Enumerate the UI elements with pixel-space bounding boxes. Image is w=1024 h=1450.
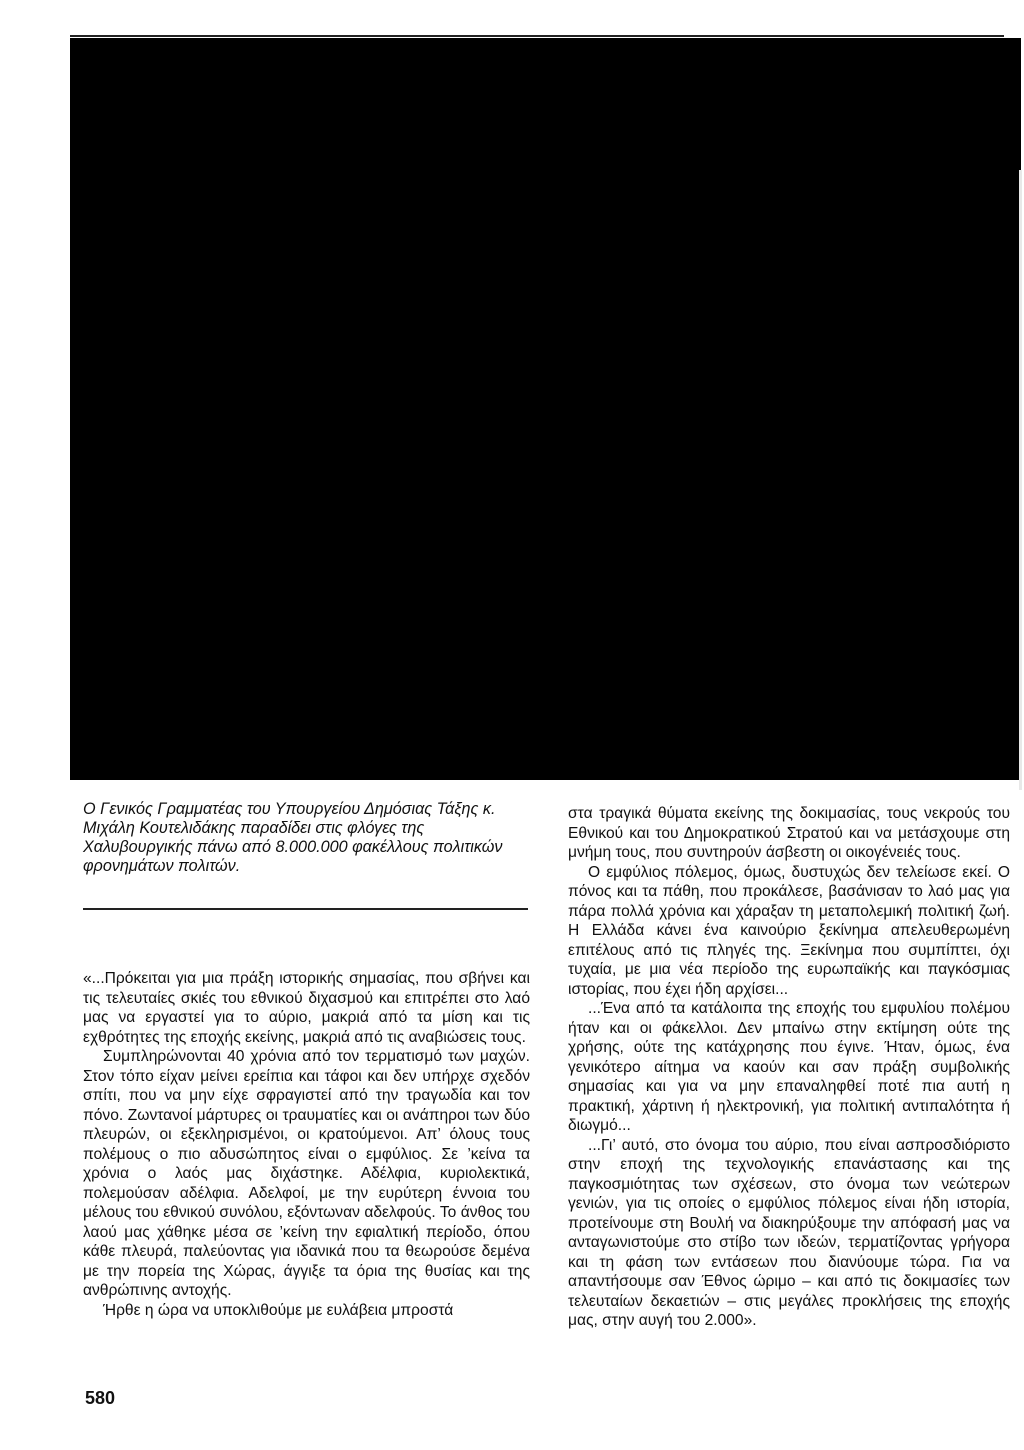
right-column (568, 804, 1010, 1331)
right-paragraph-2: Ο εμφύλιος πόλεμος, όμως, δυστυχώς δεν τελείωσε εκεί. Ο πόνος και τα πάθη, που προκάλεσε, βασάνισαν το λαό μας για πάρα πολλά χρόνια και χάραξαν τη μεταπολεμική πολιτική ζωή. Η Ελλάδα κάνει ένα καινούριο ξεκίνημα απελευθερωμένη επιτέλους από τις πληγές της. Ξεκίνημα που συμπίπτει, όχι τυχαία, με μια νέα περίοδο της ευρωπαϊκής και παγκόσμιας ιστορίας, που έχει ήδη αρχίσει... (568, 863, 1010, 998)
left-paragraph-2: Συμπληρώνονται 40 χρόνια από τον τερματισμό των μαχών. Στον τόπο είχαν μείνει ερείπια και τάφοι και δεν υπήρχε σχεδόν σπίτι, που να μην είχε σφραγιστεί από την τραγωδία και τον πόνο. Ζωντανοί μάρτυρες οι τραυματίες και οι ανάπηροι των δύο πλευρών, οι εξεκληρισμένοι, οι κρατούμενοι. Απ’ όλους τους πολέμους ο πιο αδυσώπητος είναι ο εμφύλιος. Σε ’κείνα τα χρόνια ο λαός μας διχάστηκε. Αδέλφια, κυριολεκτικά, πολεμούσαν αδέλφια. Αδελφοί, με την ευρύτερη έννοια του μέλους του εθνικού συνόλου, εξόντωναν αδελφούς. Το άνθος του λαού μας χάθηκε μέσα σε ’κείνη την εφιαλτική περίοδο, όπου κάθε πλευρά, παλεύοντας για ιδανικά που τα θεωρούσε δεμένα με την πορεία της Χώρας, άγγιξε τα όρια της θυσίας και της ανθρώπινης αντοχής. (83, 1048, 530, 1299)
left-column (83, 969, 530, 1320)
photo-black-area (70, 38, 1021, 780)
photo-edge (1019, 170, 1022, 790)
right-paragraph-4: ...Γι’ αυτό, στο όνομα του αύριο, που είναι ασπροσδιόριστο στην εποχή της τεχνολογικής επανάστασης και της παγκοσμιότητας των σχέσεων, στο όνομα των νεώτερων γενιών, για τις οποίες ο εμφύλιος πόλεμος είναι ήδη ιστορία, προτείνουμε στη Βουλή να διακηρύξουμε την απόφασή μας να ανταγωνιστούμε στο στίβο των ιδεών, τερματίζοντας γρήγορα και τη φάση των εντάσεων που διανύουμε τώρα. Για να απαντήσουμε σαν Έθνος ώριμο – και από τις δοκιμασίες των τελευταίων δεκαετιών – στις μεγάλες προκλήσεις της εποχής μας, στην αυγή του 2.000». (568, 1136, 1010, 1329)
top-rule (70, 35, 1004, 37)
right-paragraph-3: ...Ένα από τα κατάλοιπα της εποχής του εμφυλίου πολέμου ήταν και οι φάκελλοι. Δεν μπαίνω στην εκτίμηση ούτε της χρήσης, ούτε της κατάχρησης που έγινε. Ήταν, όμως, ένα γενικότερο αίτημα να καούν και σαν πράξη συμβολικής σημασίας και για να μην επαναληφθεί ποτέ πια αυτή η πρακτική, χάρτινη ή ηλεκτρονική, για πολιτική αντιπαλότητα ή διωγμό... (568, 1000, 1010, 1134)
caption-divider (83, 908, 528, 910)
left-paragraph-3: Ήρθε η ώρα να υποκλιθούμε με ευλάβεια μπροστά (103, 1301, 454, 1319)
right-paragraph-1: στα τραγικά θύματα εκείνης της δοκιμασίας, τους νεκρούς του Εθνικού και του Δημοκρατικού Στρατού και να μετάσχουμε στη μνήμη τους, που συντηρούν άσβεστη οι οικογένειές τους. (568, 805, 1010, 861)
photo-caption: Ο Γενικός Γραμματέας του Υπουργείου Δημόσιας Τάξης κ. Μιχάλη Κουτελιδάκης παραδίδει στις φλόγες της Χαλυβουργικής πάνω από 8.000.000 φακέλλους πολιτικών φρονημάτων πολιτών. (83, 800, 503, 875)
left-paragraph-1: «...Πρόκειται για μια πράξη ιστορικής σημασίας, που σβήνει και τις τελευταίες σκιές του εθνικού διχασμού και επιτρέπει στο λαό μας να εργαστεί για το αύριο, μακριά από τα μίση και τις εχθρότητες της εποχής εκείνης, μακριά από τις αναβιώσεις τους. (83, 970, 530, 1046)
page-number: 580 (85, 1388, 116, 1408)
